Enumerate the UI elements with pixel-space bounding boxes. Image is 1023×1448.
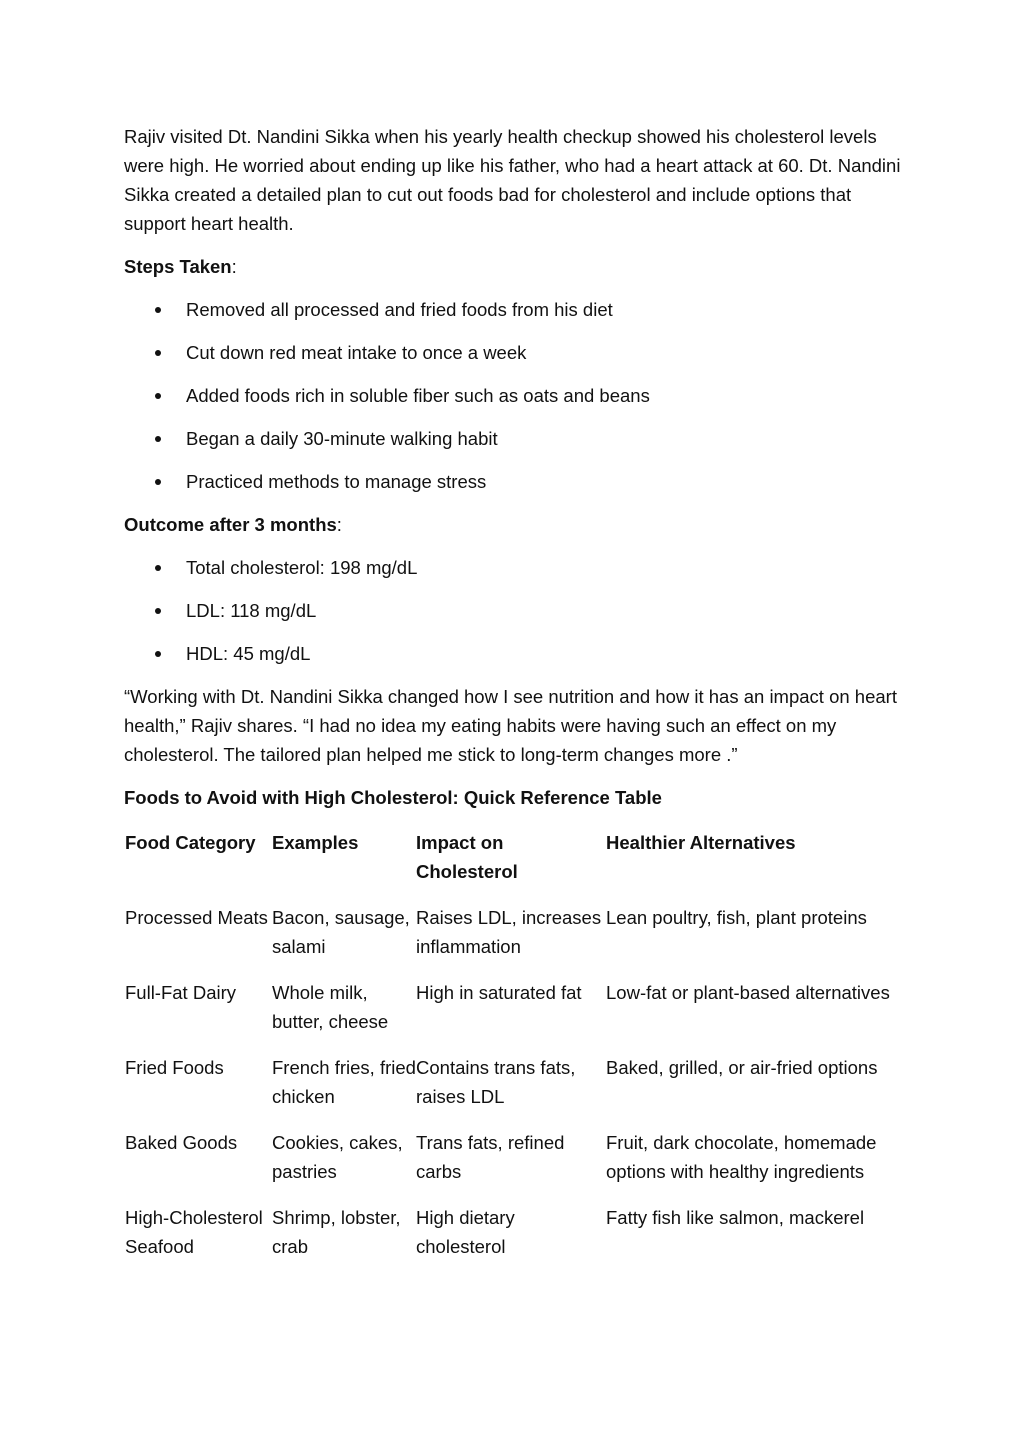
bullet-icon — [155, 608, 161, 614]
list-item — [124, 424, 914, 453]
bullet-icon — [155, 565, 161, 571]
table-row — [125, 903, 905, 978]
outcome-heading-colon: : — [336, 514, 342, 535]
table-cell: Shrimp, lobster, crab — [272, 1207, 401, 1257]
list-item-text: Practiced methods to manage stress — [186, 471, 487, 492]
steps-heading-colon: : — [231, 256, 237, 277]
bullet-icon — [155, 307, 161, 313]
outcome-heading-line — [124, 510, 914, 539]
table-title: Foods to Avoid with High Cholesterol: Quick Reference Table — [124, 787, 662, 808]
table-cell: Low-fat or plant-based alternatives — [606, 982, 890, 1003]
table-cell: Lean poultry, fish, plant proteins — [606, 907, 867, 928]
table-cell: Fried Foods — [125, 1057, 224, 1078]
bullet-icon — [155, 436, 161, 442]
testimonial-quote: “Working with Dt. Nandini Sikka changed how I see nutrition and how it has an impact on heart health,” Rajiv shares. “I had no idea my eating habits were having such an effect on my cholesterol. The tailored plan helped me stick to long-term changes more .” — [124, 686, 897, 765]
table-row — [125, 978, 905, 1053]
list-item-text: HDL: 45 mg/dL — [186, 643, 311, 664]
table-row — [125, 1053, 905, 1128]
table-cell: High in saturated fat — [416, 982, 582, 1003]
table-cell: Contains trans fats, raises LDL — [416, 1057, 576, 1107]
steps-heading-line — [124, 252, 914, 281]
list-item — [124, 381, 914, 410]
list-item — [124, 639, 914, 668]
table-cell: Fruit, dark chocolate, homemade options with healthy ingredients — [606, 1132, 877, 1182]
table-cell: Raises LDL, increases inflammation — [416, 907, 602, 957]
column-header: Food Category — [125, 832, 256, 853]
outcome-list — [124, 553, 914, 668]
list-item — [124, 467, 914, 496]
table-cell: Fatty fish like salmon, mackerel — [606, 1207, 865, 1228]
table-cell: Baked, grilled, or air-fried options — [606, 1057, 878, 1078]
table-cell: Trans fats, refined carbs — [416, 1132, 565, 1182]
table-cell: Baked Goods — [125, 1132, 238, 1153]
table-header-row — [125, 828, 905, 903]
list-item-text: Removed all processed and fried foods from his diet — [186, 299, 613, 320]
table-cell: Cookies, cakes, pastries — [272, 1132, 403, 1182]
list-item — [124, 553, 914, 582]
column-header: Impact on Cholesterol — [416, 832, 518, 882]
bullet-icon — [155, 350, 161, 356]
table-cell: High-Cholesterol Seafood — [125, 1207, 263, 1257]
bullet-icon — [155, 479, 161, 485]
list-item-text: Began a daily 30-minute walking habit — [186, 428, 498, 449]
list-item-text: Cut down red meat intake to once a week — [186, 342, 527, 363]
intro-paragraph: Rajiv visited Dt. Nandini Sikka when his yearly health checkup showed his cholesterol levels were high. He worried about ending up like his father, who had a heart attack at 60. Dt. Nandini Sikka created a detailed plan to cut out foods bad for cholesterol and include options that support heart health. — [124, 126, 901, 234]
list-item-text: Total cholesterol: 198 mg/dL — [186, 557, 418, 578]
column-header: Examples — [272, 832, 359, 853]
table-row — [125, 1128, 905, 1203]
document-page — [124, 122, 914, 1278]
table-cell: Processed Meats — [125, 907, 268, 928]
list-item — [124, 295, 914, 324]
bullet-icon — [155, 393, 161, 399]
reference-table — [125, 828, 905, 1278]
table-row — [125, 1203, 905, 1278]
table-cell: Bacon, sausage, salami — [272, 907, 410, 957]
column-header: Healthier Alternatives — [606, 832, 796, 853]
steps-list — [124, 295, 914, 496]
bullet-icon — [155, 651, 161, 657]
list-item — [124, 338, 914, 367]
table-cell: French fries, fried chicken — [272, 1057, 416, 1107]
steps-heading: Steps Taken — [124, 256, 232, 277]
list-item — [124, 596, 914, 625]
table-cell: High dietary cholesterol — [416, 1207, 515, 1257]
list-item-text: LDL: 118 mg/dL — [186, 600, 317, 621]
table-cell: Full-Fat Dairy — [125, 982, 237, 1003]
list-item-text: Added foods rich in soluble fiber such as oats and beans — [186, 385, 650, 406]
table-cell: Whole milk, butter, cheese — [272, 982, 389, 1032]
outcome-heading: Outcome after 3 months — [124, 514, 337, 535]
